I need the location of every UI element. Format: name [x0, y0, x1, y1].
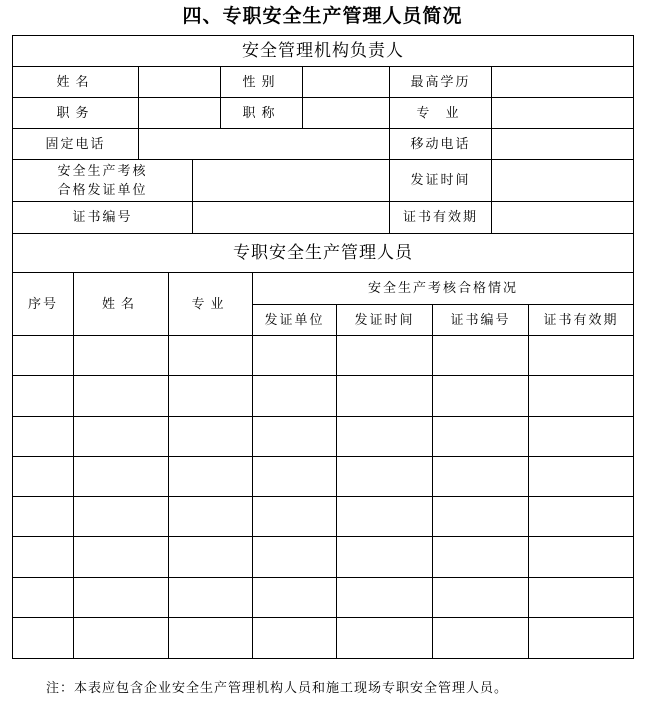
education-value-cell[interactable]: [492, 67, 633, 98]
major-label: 专 业: [390, 98, 492, 129]
footnote: 注：本表应包含企业安全生产管理机构人员和施工现场专职安全管理人员。: [46, 681, 509, 696]
table-cell[interactable]: [253, 537, 337, 578]
position-label: 职务: [13, 98, 139, 129]
page-title: 四、专职安全生产管理人员简况: [182, 5, 463, 27]
table-cell[interactable]: [74, 537, 169, 578]
table-cell[interactable]: [169, 497, 253, 537]
table-cell[interactable]: [253, 417, 337, 457]
title-value-cell[interactable]: [303, 98, 390, 129]
table-cell[interactable]: [169, 537, 253, 578]
table-cell[interactable]: [253, 457, 337, 497]
table-cell[interactable]: [169, 578, 253, 618]
table-cell[interactable]: [13, 336, 74, 376]
table-cell[interactable]: [337, 417, 433, 457]
table-cell[interactable]: [529, 537, 633, 578]
mobile-label: 移动电话: [390, 129, 492, 160]
col-header-cert-no: 证书编号: [433, 305, 529, 336]
col-header-group: 安全生产考核合格情况: [253, 273, 633, 305]
table-cell[interactable]: [169, 376, 253, 417]
major-value-cell[interactable]: [492, 98, 633, 129]
table-cell[interactable]: [529, 336, 633, 376]
table-cell[interactable]: [337, 537, 433, 578]
table-cell[interactable]: [529, 618, 633, 658]
cert-unit-label: 安全生产考核 合格发证单位: [13, 160, 193, 202]
table-cell[interactable]: [529, 457, 633, 497]
table-cell[interactable]: [74, 457, 169, 497]
table-cell[interactable]: [337, 618, 433, 658]
table-cell[interactable]: [169, 457, 253, 497]
section-heading-staff: 专职安全生产管理人员: [13, 234, 633, 273]
table-cell[interactable]: [529, 578, 633, 618]
table-cell[interactable]: [13, 376, 74, 417]
table-cell[interactable]: [74, 417, 169, 457]
table-cell[interactable]: [13, 497, 74, 537]
table-cell[interactable]: [13, 457, 74, 497]
phone-value-cell[interactable]: [139, 129, 390, 160]
table-cell[interactable]: [529, 497, 633, 537]
table-cell[interactable]: [13, 417, 74, 457]
cert-unit-value-cell[interactable]: [193, 160, 390, 202]
education-label: 最高学历: [390, 67, 492, 98]
table-cell[interactable]: [337, 336, 433, 376]
table-cell[interactable]: [433, 417, 529, 457]
table-cell[interactable]: [253, 376, 337, 417]
table-cell[interactable]: [169, 336, 253, 376]
table-cell[interactable]: [433, 537, 529, 578]
position-value-cell[interactable]: [139, 98, 221, 129]
gender-label: 性别: [221, 67, 303, 98]
table-cell[interactable]: [13, 578, 74, 618]
col-header-seq: 序号: [13, 273, 74, 336]
title-label: 职称: [221, 98, 303, 129]
cert-no-value-cell[interactable]: [193, 202, 390, 234]
table-cell[interactable]: [74, 376, 169, 417]
table-cell[interactable]: [337, 578, 433, 618]
table-cell[interactable]: [74, 497, 169, 537]
table-cell[interactable]: [13, 618, 74, 658]
mobile-value-cell[interactable]: [492, 129, 633, 160]
table-cell[interactable]: [433, 618, 529, 658]
table-cell[interactable]: [433, 336, 529, 376]
col-header-validity: 证书有效期: [529, 305, 633, 336]
issue-date-label: 发证时间: [390, 160, 492, 202]
col-header-cert-unit: 发证单位: [253, 305, 337, 336]
table-cell[interactable]: [433, 497, 529, 537]
validity-value-cell[interactable]: [492, 202, 633, 234]
col-header-issue-date: 发证时间: [337, 305, 433, 336]
section-heading-manager: 安全管理机构负责人: [13, 36, 633, 67]
col-header-name: 姓名: [74, 273, 169, 336]
cert-no-label: 证书编号: [13, 202, 193, 234]
table-cell[interactable]: [74, 618, 169, 658]
table-cell[interactable]: [337, 497, 433, 537]
issue-date-value-cell[interactable]: [492, 160, 633, 202]
table-cell[interactable]: [433, 376, 529, 417]
table-cell[interactable]: [529, 417, 633, 457]
table-cell[interactable]: [529, 376, 633, 417]
table-cell[interactable]: [169, 417, 253, 457]
staff-info-table: [12, 35, 634, 659]
table-cell[interactable]: [337, 376, 433, 417]
table-cell[interactable]: [433, 457, 529, 497]
table-cell[interactable]: [433, 578, 529, 618]
name-label: 姓名: [13, 67, 139, 98]
validity-label: 证书有效期: [390, 202, 492, 234]
name-value-cell[interactable]: [139, 67, 221, 98]
phone-label: 固定电话: [13, 129, 139, 160]
table-cell[interactable]: [253, 497, 337, 537]
table-cell[interactable]: [253, 618, 337, 658]
table-cell[interactable]: [253, 336, 337, 376]
gender-value-cell[interactable]: [303, 67, 390, 98]
table-cell[interactable]: [74, 578, 169, 618]
table-cell[interactable]: [74, 336, 169, 376]
table-cell[interactable]: [337, 457, 433, 497]
table-cell[interactable]: [169, 618, 253, 658]
table-cell[interactable]: [253, 578, 337, 618]
col-header-major: 专业: [169, 273, 253, 336]
table-cell[interactable]: [13, 537, 74, 578]
